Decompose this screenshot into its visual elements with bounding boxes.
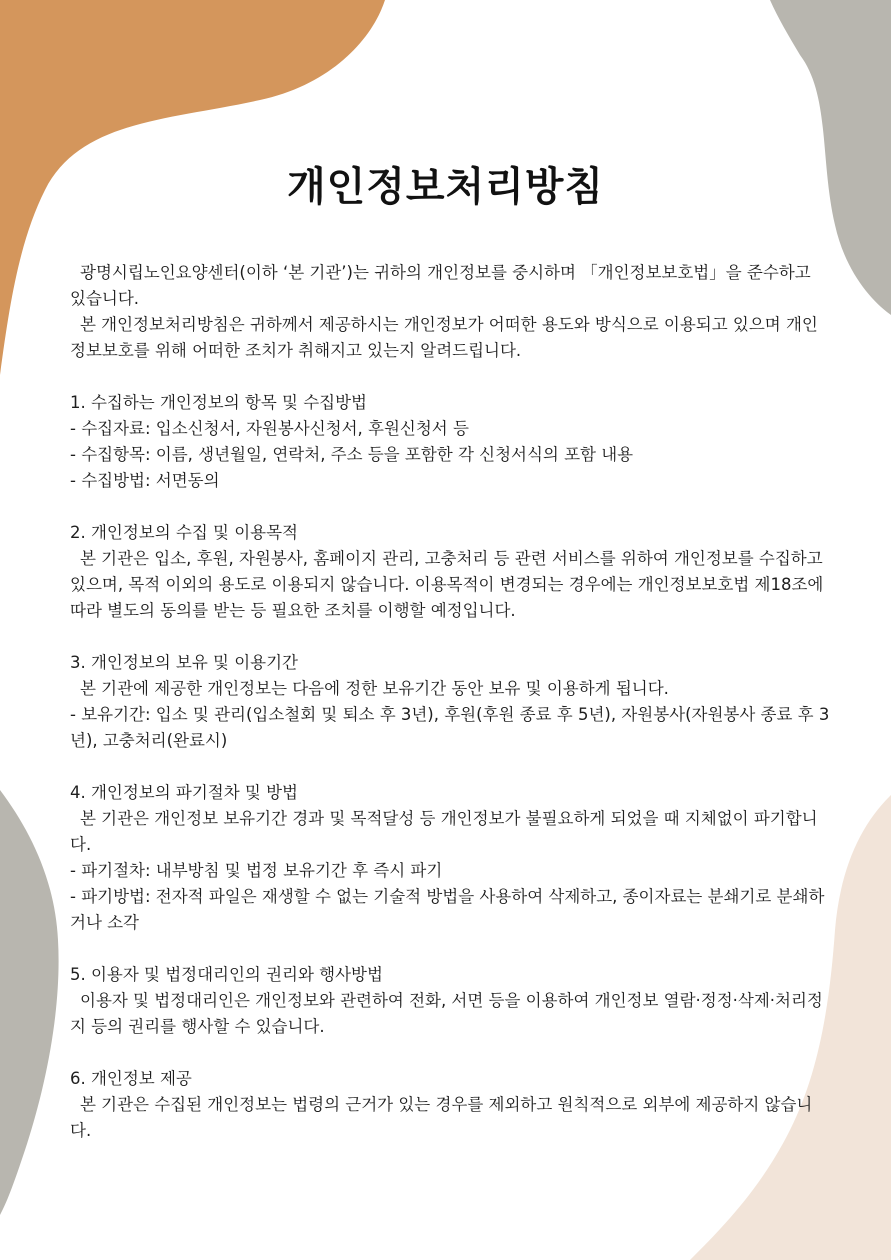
section-text: 이용자 및 법정대리인은 개인정보와 관련하여 전화, 서면 등을 이용하여 개인정보 열람·정정·삭제·처리정지 등의 권리를 행사할 수 있습니다. [70,991,823,1036]
list-item: - 수집항목: 이름, 생년월일, 연락처, 주소 등을 포함한 각 신청서식의 포함 내용 [70,445,634,464]
section-heading: 6. 개인정보 제공 [70,1069,192,1088]
policy-body [70,260,830,1144]
section-2 [70,520,830,624]
section-4 [70,780,830,936]
list-item: - 보유기간: 입소 및 관리(입소철회 및 퇴소 후 3년), 후원(후원 종료 후 5년), 자원봉사(자원봉사 종료 후 3년), 고충처리(완료시) [70,705,830,750]
list-item: - 파기절차: 내부방침 및 법정 보유기간 후 즉시 파기 [70,861,443,880]
section-heading: 3. 개인정보의 보유 및 이용기간 [70,653,298,672]
section-5 [70,962,830,1040]
section-text: 본 기관은 개인정보 보유기간 경과 및 목적달성 등 개인정보가 불필요하게 되었을 때 지체없이 파기합니다. [70,809,818,854]
list-item: - 수집방법: 서면동의 [70,471,220,490]
section-text: 본 기관은 입소, 후원, 자원봉사, 홈페이지 관리, 고충처리 등 관련 서비스를 위하여 개인정보를 수집하고 있으며, 목적 이외의 용도로 이용되지 않습니다. 이용목적이 변경되는 경우에는 개인정보보호법 제18조에 따라 별도의 동의를 받는 등 필요한 조치를 이행할 예정입니다. [70,549,824,620]
section-text: 본 기관에 제공한 개인정보는 다음에 정한 보유기간 동안 보유 및 이용하게 됩니다. [80,679,669,698]
section-heading: 2. 개인정보의 수집 및 이용목적 [70,523,298,542]
intro-paragraph-2: 본 개인정보처리방침은 귀하께서 제공하시는 개인정보가 어떠한 용도와 방식으로 이용되고 있으며 개인정보보호를 위해 어떠한 조치가 취해지고 있는지 알려드립니다. [70,315,818,360]
list-item: - 수집자료: 입소신청서, 자원봉사신청서, 후원신청서 등 [70,419,469,438]
page-title: 개인정보처리방침 [286,164,605,210]
list-item: - 파기방법: 전자적 파일은 재생할 수 없는 기술적 방법을 사용하여 삭제하고, 종이자료는 분쇄기로 분쇄하거나 소각 [70,887,825,932]
section-heading: 4. 개인정보의 파기절차 및 방법 [70,783,298,802]
section-6 [70,1066,830,1144]
section-heading: 1. 수집하는 개인정보의 항목 및 수집방법 [70,393,367,412]
section-3 [70,650,830,754]
section-text: 본 기관은 수집된 개인정보는 법령의 근거가 있는 경우를 제외하고 원칙적으로 외부에 제공하지 않습니다. [70,1095,813,1140]
section-1 [70,390,830,494]
section-heading: 5. 이용자 및 법정대리인의 권리와 행사방법 [70,965,383,984]
intro-paragraph-1: 광명시립노인요양센터(이하 ‘본 기관’)는 귀하의 개인정보를 중시하며 「개인정보보호법」을 준수하고 있습니다. [70,263,811,308]
